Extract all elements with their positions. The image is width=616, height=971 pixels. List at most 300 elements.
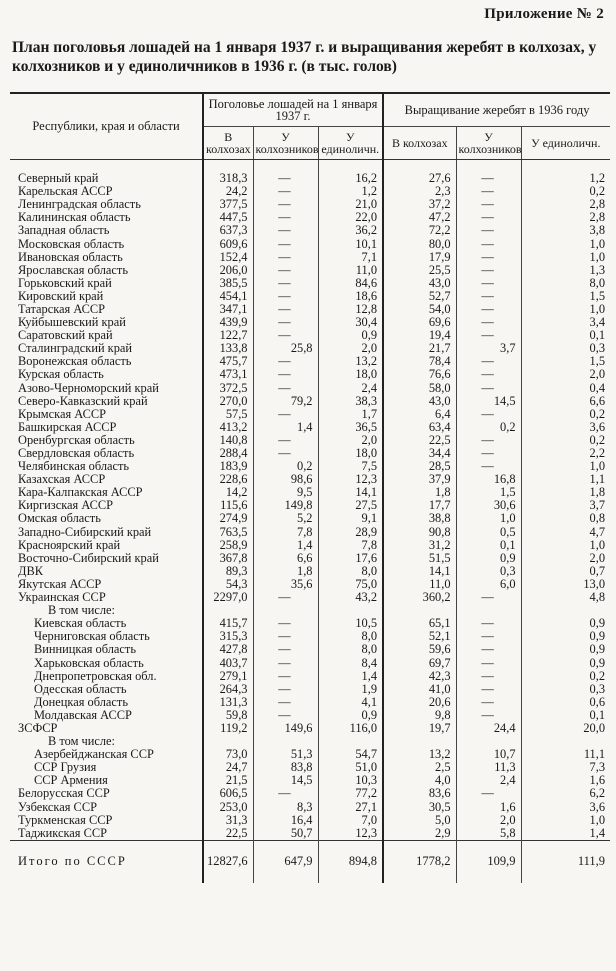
cell-foals-kolhoznik: —: [456, 329, 521, 342]
table-row: [10, 198, 610, 211]
cell-horses-kolhoz: 206,0: [203, 264, 253, 277]
region-name: Челябинская область: [18, 460, 130, 474]
cell-horses-edinol: [318, 735, 383, 748]
cell-horses-kolhoz: 228,6: [203, 473, 253, 486]
table-row: [10, 329, 610, 342]
cell-foals-edinol: 0,9: [521, 643, 610, 656]
cell-horses-kolhoz: 403,7: [203, 656, 253, 669]
table-row: [10, 473, 610, 486]
region-name: ССР Армения: [34, 774, 108, 788]
table-row: [10, 408, 610, 421]
cell-foals-kolhoznik: —: [456, 643, 521, 656]
cell-horses-kolhoznik: 9,5: [253, 486, 318, 499]
cell-foals-kolhoznik: —: [456, 237, 521, 250]
cell-foals-kolhoznik: 11,3: [456, 761, 521, 774]
cell-horses-kolhoz: 447,5: [203, 211, 253, 224]
cell-horses-kolhoznik: 7,8: [253, 526, 318, 539]
region-name: Калининская область: [18, 211, 131, 225]
region-name: Татарская АССР: [18, 302, 106, 316]
cell-horses-kolhoz: 183,9: [203, 460, 253, 473]
cell-horses-kolhoznik: —: [253, 696, 318, 709]
cell-foals-edinol: 0,9: [521, 630, 610, 643]
region-name: Кировский край: [18, 289, 104, 303]
cell-horses-edinol: 12,8: [318, 303, 383, 316]
cell-foals-kolhoz: 72,2: [383, 224, 456, 237]
table-row: [10, 827, 610, 841]
cell-foals-edinol: 1,5: [521, 290, 610, 303]
cell-foals-kolhoz: 14,1: [383, 565, 456, 578]
table-row: [10, 591, 610, 604]
cell-horses-edinol: 1,7: [318, 408, 383, 421]
cell-foals-kolhoznik: —: [456, 277, 521, 290]
cell-foals-kolhoznik: 0,1: [456, 539, 521, 552]
cell-foals-kolhoz: 27,6: [383, 172, 456, 185]
table-row: [10, 643, 610, 656]
cell-foals-kolhoznik: —: [456, 656, 521, 669]
cell-foals-kolhoznik: 24,4: [456, 722, 521, 735]
cell-foals-edinol: 2,8: [521, 198, 610, 211]
cell-horses-kolhoz: 59,8: [203, 709, 253, 722]
cell-horses-kolhoznik: —: [253, 434, 318, 447]
cell-horses-edinol: 18,0: [318, 447, 383, 460]
region-name: Украинская ССР: [18, 591, 106, 605]
region-name: Северо-Кавказский край: [18, 394, 148, 408]
table-row: [10, 395, 610, 408]
cell-foals-edinol: 1,0: [521, 814, 610, 827]
header-horses-kolhoz: В колхозах: [203, 127, 253, 160]
cell-foals-kolhoznik: 30,6: [456, 499, 521, 512]
table-row: [10, 355, 610, 368]
cell-horses-kolhoz: 454,1: [203, 290, 253, 303]
region-name: Молдавская АССР: [34, 708, 132, 722]
cell-foals-kolhoznik: 10,7: [456, 748, 521, 761]
table-row: [10, 696, 610, 709]
region-name: Белорусская ССР: [18, 787, 110, 801]
region-name: Западная область: [18, 224, 110, 238]
cell-foals-kolhoznik: —: [456, 709, 521, 722]
cell-horses-kolhoz: [203, 604, 253, 617]
table-row: [10, 290, 610, 303]
cell-horses-kolhoznik: 5,2: [253, 512, 318, 525]
cell-horses-kolhoznik: —: [253, 787, 318, 800]
cell-horses-kolhoz: 637,3: [203, 224, 253, 237]
cell-foals-kolhoznik: —: [456, 460, 521, 473]
table-row: [10, 787, 610, 800]
cell-foals-kolhoznik: —: [456, 290, 521, 303]
total-row: [10, 840, 610, 883]
cell-foals-edinol: 1,0: [521, 539, 610, 552]
cell-foals-edinol: 0,3: [521, 342, 610, 355]
cell-horses-edinol: 10,5: [318, 617, 383, 630]
table-row: [10, 342, 610, 355]
cell-foals-kolhoz: 2,3: [383, 185, 456, 198]
cell-foals-edinol: 1,0: [521, 303, 610, 316]
region-name: Узбекская ССР: [18, 800, 97, 814]
cell-foals-kolhoz: 25,5: [383, 264, 456, 277]
cell-horses-kolhoz: 606,5: [203, 787, 253, 800]
cell-foals-kolhoznik: —: [456, 408, 521, 421]
cell-foals-kolhoznik: —: [456, 368, 521, 381]
cell-horses-edinol: 9,1: [318, 512, 383, 525]
cell-foals-kolhoz: 47,2: [383, 211, 456, 224]
cell-horses-kolhoz: 31,3: [203, 814, 253, 827]
cell-horses-kolhoz: 274,9: [203, 512, 253, 525]
table-row: [10, 801, 610, 814]
table-row: [10, 303, 610, 316]
cell-foals-edinol: 0,4: [521, 382, 610, 395]
cell-horses-kolhoznik: [253, 604, 318, 617]
table-row: [10, 264, 610, 277]
cell-horses-kolhoznik: —: [253, 355, 318, 368]
cell-horses-kolhoz: 427,8: [203, 643, 253, 656]
table-row: [10, 539, 610, 552]
page-title: План поголовья лошадей на 1 января 1937 г. и выращивания жеребят в колхозах, у колхозников и у единоличников в 1936 г. (в тыс. голов): [12, 39, 597, 75]
header-horses-kolhoznik: У колхозников: [253, 127, 318, 160]
region-name: Воронежская область: [18, 355, 132, 369]
cell-horses-kolhoz: 119,2: [203, 722, 253, 735]
cell-foals-edinol: 1,0: [521, 251, 610, 264]
cell-foals-kolhoznik: [456, 735, 521, 748]
table-row: [10, 774, 610, 787]
cell-foals-edinol: 2,0: [521, 552, 610, 565]
cell-horses-edinol: 10,1: [318, 237, 383, 250]
cell-foals-kolhoz: [383, 735, 456, 748]
cell-foals-kolhoz: 80,0: [383, 237, 456, 250]
cell-foals-kolhoznik: [456, 604, 521, 617]
cell-horses-kolhoznik: —: [253, 382, 318, 395]
table-row: [10, 172, 610, 185]
cell-foals-kolhoznik: —: [456, 670, 521, 683]
cell-horses-kolhoz: 24,2: [203, 185, 253, 198]
table-row: [10, 722, 610, 735]
header-foals: Выращивание жеребят в 1936 году: [383, 93, 610, 127]
cell-horses-edinol: 28,9: [318, 526, 383, 539]
region-name: В том числе:: [48, 604, 115, 618]
table-row: [10, 421, 610, 434]
cell-foals-kolhoznik: 6,0: [456, 578, 521, 591]
table-row: [10, 604, 610, 617]
cell-horses-kolhoznik: —: [253, 277, 318, 290]
cell-horses-edinol: 77,2: [318, 787, 383, 800]
cell-horses-kolhoznik: 98,6: [253, 473, 318, 486]
cell-horses-kolhoz: 347,1: [203, 303, 253, 316]
cell-foals-edinol: 0,2: [521, 670, 610, 683]
cell-horses-edinol: 12,3: [318, 827, 383, 841]
region-name: Таджикская ССР: [18, 826, 108, 840]
cell-horses-kolhoznik: 51,3: [253, 748, 318, 761]
cell-horses-edinol: 4,1: [318, 696, 383, 709]
cell-foals-edinol: 2,2: [521, 447, 610, 460]
cell-horses-kolhoznik: —: [253, 185, 318, 198]
region-name: В том числе:: [48, 735, 115, 749]
cell-foals-kolhoz: 38,8: [383, 512, 456, 525]
header-region: Республики, края и области: [10, 93, 203, 160]
cell-foals-kolhoznik: —: [456, 303, 521, 316]
cell-horses-edinol: 36,5: [318, 421, 383, 434]
cell-foals-edinol: [521, 604, 610, 617]
cell-foals-kolhoznik: —: [456, 617, 521, 630]
header-foals-kolhoz: В колхозах: [383, 127, 456, 160]
cell-horses-kolhoznik: —: [253, 224, 318, 237]
header-foals-edinol: У единоличн.: [521, 127, 610, 160]
region-name: Азово-Черноморский край: [18, 381, 159, 395]
cell-foals-kolhoz: 6,4: [383, 408, 456, 421]
cell-horses-kolhoznik: —: [253, 368, 318, 381]
total-foals-edinol: 111,9: [521, 840, 610, 883]
table-row: [10, 211, 610, 224]
cell-foals-kolhoz: 19,4: [383, 329, 456, 342]
cell-horses-kolhoz: 73,0: [203, 748, 253, 761]
cell-horses-kolhoz: 763,5: [203, 526, 253, 539]
cell-horses-kolhoz: 475,7: [203, 355, 253, 368]
cell-foals-kolhoz: 59,6: [383, 643, 456, 656]
cell-horses-edinol: 84,6: [318, 277, 383, 290]
cell-horses-edinol: 27,1: [318, 801, 383, 814]
region-name: Ивановская область: [18, 250, 123, 264]
cell-horses-kolhoz: 473,1: [203, 368, 253, 381]
cell-foals-edinol: 3,6: [521, 421, 610, 434]
cell-horses-kolhoz: 439,9: [203, 316, 253, 329]
cell-foals-kolhoznik: 3,7: [456, 342, 521, 355]
cell-foals-kolhoznik: —: [456, 316, 521, 329]
cell-horses-kolhoznik: —: [253, 251, 318, 264]
cell-horses-edinol: 11,0: [318, 264, 383, 277]
region-name: Горьковский край: [18, 276, 112, 290]
cell-foals-kolhoz: 41,0: [383, 683, 456, 696]
region-name: Харьковская область: [34, 656, 144, 670]
cell-horses-edinol: 18,0: [318, 368, 383, 381]
cell-horses-kolhoz: 57,5: [203, 408, 253, 421]
region-name: Башкирская АССР: [18, 420, 117, 434]
cell-horses-edinol: 21,0: [318, 198, 383, 211]
cell-foals-kolhoznik: 0,9: [456, 552, 521, 565]
cell-horses-kolhoznik: 1,4: [253, 421, 318, 434]
cell-horses-edinol: 2,0: [318, 434, 383, 447]
table-row: [10, 578, 610, 591]
cell-foals-kolhoznik: —: [456, 434, 521, 447]
cell-horses-kolhoz: 131,3: [203, 696, 253, 709]
cell-foals-kolhoznik: —: [456, 787, 521, 800]
cell-foals-edinol: 11,1: [521, 748, 610, 761]
cell-foals-edinol: 1,6: [521, 774, 610, 787]
cell-foals-kolhoznik: 2,0: [456, 814, 521, 827]
cell-foals-edinol: 1,8: [521, 486, 610, 499]
cell-horses-kolhoz: 315,3: [203, 630, 253, 643]
cell-foals-edinol: 0,1: [521, 709, 610, 722]
cell-foals-edinol: 4,7: [521, 526, 610, 539]
cell-horses-kolhoz: 140,8: [203, 434, 253, 447]
cell-foals-kolhoznik: —: [456, 591, 521, 604]
header-horses: Поголовье лошадей на 1 января 1937 г.: [203, 93, 383, 127]
cell-horses-kolhoz: 279,1: [203, 670, 253, 683]
region-name: Московская область: [18, 237, 125, 251]
header-horses-edinol: У единоличн.: [318, 127, 383, 160]
cell-horses-kolhoz: 377,5: [203, 198, 253, 211]
region-name: Якутская АССР: [18, 577, 102, 591]
cell-foals-kolhoznik: —: [456, 251, 521, 264]
cell-horses-edinol: 7,8: [318, 539, 383, 552]
cell-horses-kolhoz: 24,7: [203, 761, 253, 774]
cell-horses-kolhoznik: —: [253, 683, 318, 696]
cell-foals-kolhoz: 1,8: [383, 486, 456, 499]
cell-foals-edinol: 4,8: [521, 591, 610, 604]
table-row: [10, 617, 610, 630]
cell-foals-edinol: 6,6: [521, 395, 610, 408]
table-row: [10, 526, 610, 539]
table-row: [10, 237, 610, 250]
table-row: [10, 382, 610, 395]
cell-foals-kolhoz: 2,9: [383, 827, 456, 841]
header-foals-kolhoznik: У колхозников: [456, 127, 521, 160]
cell-foals-kolhoznik: 0,5: [456, 526, 521, 539]
cell-horses-kolhoznik: —: [253, 617, 318, 630]
cell-horses-kolhoznik: —: [253, 643, 318, 656]
region-name: Винницкая область: [34, 643, 136, 657]
cell-foals-kolhoz: 65,1: [383, 617, 456, 630]
cell-horses-edinol: 14,1: [318, 486, 383, 499]
cell-horses-edinol: 12,3: [318, 473, 383, 486]
cell-foals-edinol: 6,2: [521, 787, 610, 800]
appendix-label: Приложение № 2: [484, 6, 604, 22]
table-row: [10, 552, 610, 565]
cell-foals-edinol: 0,6: [521, 696, 610, 709]
cell-foals-kolhoz: 37,2: [383, 198, 456, 211]
total-horses-kolhoz: 12827,6: [203, 840, 253, 883]
cell-foals-kolhoz: 2,5: [383, 761, 456, 774]
cell-foals-kolhoz: 17,9: [383, 251, 456, 264]
cell-foals-edinol: 1,0: [521, 237, 610, 250]
cell-horses-kolhoz: 413,2: [203, 421, 253, 434]
cell-horses-edinol: 7,0: [318, 814, 383, 827]
region-name: Одесская область: [34, 682, 127, 696]
cell-horses-kolhoz: 122,7: [203, 329, 253, 342]
cell-foals-edinol: 1,2: [521, 172, 610, 185]
cell-horses-edinol: 8,4: [318, 656, 383, 669]
cell-horses-kolhoznik: 14,5: [253, 774, 318, 787]
cell-horses-edinol: 17,6: [318, 552, 383, 565]
cell-horses-kolhoznik: —: [253, 656, 318, 669]
cell-foals-kolhoz: 360,2: [383, 591, 456, 604]
cell-foals-kolhoznik: —: [456, 630, 521, 643]
cell-foals-kolhoznik: —: [456, 447, 521, 460]
cell-horses-kolhoz: 253,0: [203, 801, 253, 814]
cell-horses-kolhoznik: 83,8: [253, 761, 318, 774]
table-row: [10, 499, 610, 512]
cell-foals-kolhoznik: 16,8: [456, 473, 521, 486]
cell-horses-edinol: 18,6: [318, 290, 383, 303]
cell-foals-edinol: 3,8: [521, 224, 610, 237]
cell-horses-edinol: 22,0: [318, 211, 383, 224]
cell-foals-kolhoznik: —: [456, 185, 521, 198]
cell-horses-edinol: 0,9: [318, 709, 383, 722]
cell-foals-edinol: 13,0: [521, 578, 610, 591]
cell-horses-kolhoznik: 79,2: [253, 395, 318, 408]
cell-foals-kolhoznik: 1,5: [456, 486, 521, 499]
cell-horses-kolhoznik: —: [253, 211, 318, 224]
cell-horses-edinol: 38,3: [318, 395, 383, 408]
table-row: [10, 814, 610, 827]
cell-horses-kolhoznik: [253, 735, 318, 748]
total-foals-kolhoznik: 109,9: [456, 840, 521, 883]
cell-horses-kolhoz: 264,3: [203, 683, 253, 696]
total-horses-kolhoznik: 647,9: [253, 840, 318, 883]
cell-foals-edinol: 7,3: [521, 761, 610, 774]
cell-foals-kolhoz: 21,7: [383, 342, 456, 355]
table-row: [10, 630, 610, 643]
cell-foals-kolhoz: 52,7: [383, 290, 456, 303]
cell-foals-kolhoznik: —: [456, 355, 521, 368]
cell-foals-kolhoz: 76,6: [383, 368, 456, 381]
cell-foals-edinol: 0,7: [521, 565, 610, 578]
region-name: ДВК: [18, 564, 43, 578]
cell-horses-edinol: 10,3: [318, 774, 383, 787]
cell-foals-kolhoz: 37,9: [383, 473, 456, 486]
cell-foals-kolhoznik: 0,3: [456, 565, 521, 578]
region-name: Омская область: [18, 512, 101, 526]
cell-foals-kolhoznik: —: [456, 382, 521, 395]
cell-horses-kolhoz: 54,3: [203, 578, 253, 591]
cell-horses-edinol: 36,2: [318, 224, 383, 237]
cell-horses-kolhoznik: 1,8: [253, 565, 318, 578]
cell-foals-kolhoz: 63,4: [383, 421, 456, 434]
cell-horses-edinol: 1,2: [318, 185, 383, 198]
total-label: Итого по СССР: [10, 840, 203, 883]
cell-foals-kolhoz: 69,6: [383, 316, 456, 329]
cell-horses-kolhoznik: —: [253, 172, 318, 185]
cell-horses-kolhoz: 22,5: [203, 827, 253, 841]
cell-horses-edinol: 54,7: [318, 748, 383, 761]
total-horses-edinol: 894,8: [318, 840, 383, 883]
cell-foals-edinol: 0,8: [521, 512, 610, 525]
table-row: [10, 434, 610, 447]
region-name: Сталинградский край: [18, 342, 133, 356]
region-name: Северный край: [18, 172, 99, 186]
cell-foals-kolhoz: 19,7: [383, 722, 456, 735]
table-row: [10, 224, 610, 237]
region-name: Киевская область: [34, 617, 127, 631]
cell-horses-kolhoz: 385,5: [203, 277, 253, 290]
cell-horses-edinol: 43,2: [318, 591, 383, 604]
table-row: [10, 512, 610, 525]
cell-horses-kolhoz: 270,0: [203, 395, 253, 408]
region-name: Красноярский край: [18, 538, 121, 552]
cell-foals-edinol: 20,0: [521, 722, 610, 735]
cell-foals-kolhoz: 28,5: [383, 460, 456, 473]
cell-foals-kolhoz: 43,0: [383, 277, 456, 290]
cell-horses-edinol: 8,0: [318, 630, 383, 643]
cell-foals-kolhoz: 54,0: [383, 303, 456, 316]
horse-plan-table: [10, 92, 610, 883]
cell-foals-kolhoz: 69,7: [383, 656, 456, 669]
region-name: Кара-Калпакская АССР: [18, 486, 143, 500]
cell-horses-edinol: 2,0: [318, 342, 383, 355]
table-row: [10, 277, 610, 290]
cell-horses-kolhoznik: —: [253, 198, 318, 211]
cell-horses-kolhoznik: —: [253, 447, 318, 460]
cell-foals-edinol: 1,5: [521, 355, 610, 368]
cell-foals-kolhoznik: —: [456, 224, 521, 237]
cell-foals-edinol: 3,7: [521, 499, 610, 512]
cell-foals-kolhoz: 78,4: [383, 355, 456, 368]
cell-foals-kolhoznik: 5,8: [456, 827, 521, 841]
cell-horses-kolhoznik: —: [253, 591, 318, 604]
table-row: [10, 656, 610, 669]
cell-horses-edinol: 7,1: [318, 251, 383, 264]
cell-foals-edinol: 0,9: [521, 617, 610, 630]
table-row: [10, 670, 610, 683]
cell-foals-edinol: 1,4: [521, 827, 610, 841]
cell-horses-kolhoz: 14,2: [203, 486, 253, 499]
